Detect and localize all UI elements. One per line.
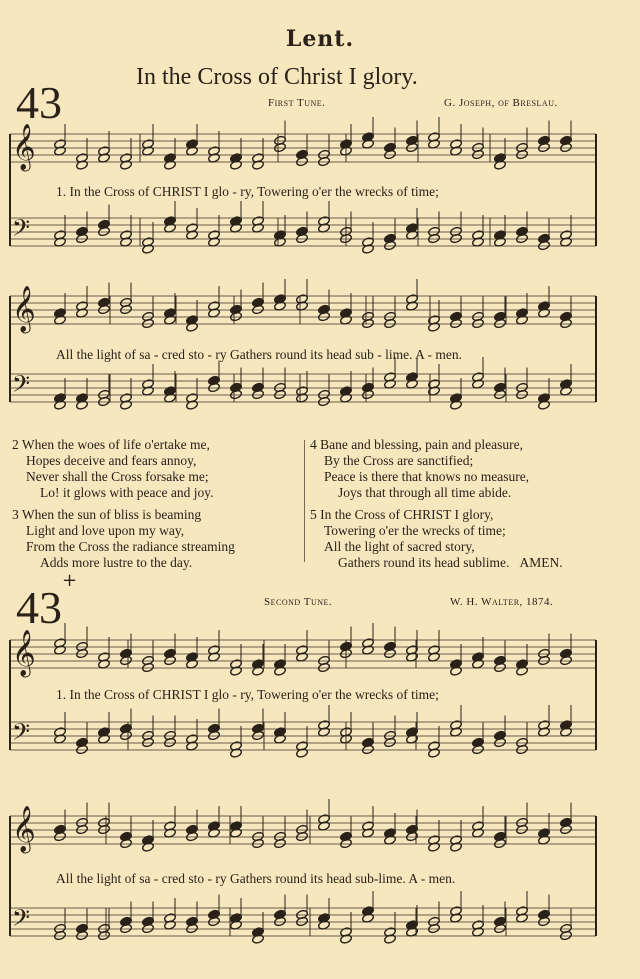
section-heading: Lent. (285, 26, 355, 52)
lyric-line-1: 1. In the Cross of CHRIST I glo - ry, Towering o'er the wrecks of time; (56, 184, 439, 199)
staff (10, 623, 596, 678)
composer-second: W. H. Walter, 1874. (450, 596, 554, 608)
staff (10, 799, 596, 854)
hymn-mark: + (62, 570, 78, 591)
lyric-line-2: All the light of sa - cred sto - ry Gathers round its head sub - lime. A - men. (56, 347, 463, 362)
bass-clef-icon: 𝄢 (12, 370, 31, 403)
hymn-number-second: 43 (16, 582, 62, 633)
verse-3: 3 When the sun of bliss is beaming Light and love upon my way, From the Cross the radiance streaming Adds more lustre to the day. (12, 507, 235, 570)
amen: AMEN. (519, 555, 563, 570)
hymn-number: 43 (16, 77, 62, 128)
staff (10, 279, 596, 334)
staff (10, 117, 596, 172)
treble-clef-icon: 𝄞 (12, 286, 36, 332)
composer: G. Joseph, of Breslau. (444, 97, 558, 109)
staff (10, 891, 596, 944)
verse-4: 4 Bane and blessing, pain and pleasure, By the Cross are sanctified; Peace is there that knows no measure, Joys that through all time abide. (310, 437, 530, 500)
verse-2: 2 When the woes of life o'ertake me, Hopes deceive and fears annoy, Never shall the Cross forsake me; Lo! it glows with peace and joy. (12, 437, 214, 500)
hymn-title: In the Cross of Christ I glory. (136, 64, 418, 90)
tune-name-second: Second Tune. (264, 596, 333, 608)
tune-name: First Tune. (268, 97, 326, 109)
treble-clef-icon: 𝄞 (12, 806, 36, 852)
bass-clef-icon: 𝄢 (12, 214, 31, 247)
bass-clef-icon: 𝄢 (12, 904, 31, 937)
staff (10, 705, 596, 758)
column-divider (304, 440, 305, 562)
treble-clef-icon: 𝄞 (12, 124, 36, 170)
treble-clef-icon: 𝄞 (12, 630, 36, 676)
lyric-line-3: 1. In the Cross of CHRIST I glo - ry, Towering o'er the wrecks of time; (56, 687, 439, 702)
bass-clef-icon: 𝄢 (12, 718, 31, 751)
lyric-line-4: All the light of sa - cred sto - ry Gathers round its head sub-lime. A - men. (56, 871, 456, 886)
staff (10, 357, 596, 410)
verse-5: 5 In the Cross of CHRIST I glory, Towering o'er the wrecks of time; All the light of sacred story, Gathers round its head sublime. AMEN. (310, 507, 563, 570)
staff (10, 201, 596, 254)
